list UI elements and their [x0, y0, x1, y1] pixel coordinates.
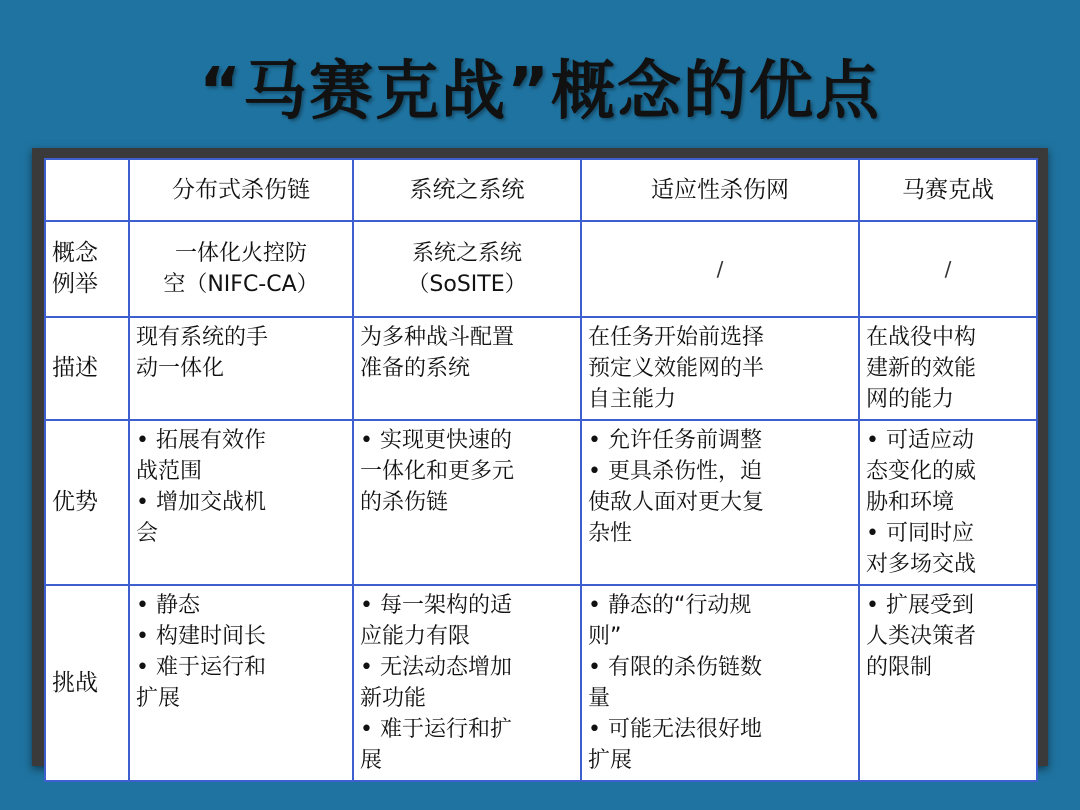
cell-description-4: 在战役中构 建新的效能 网的能力: [859, 317, 1037, 420]
cell-description-3: 在任务开始前选择 预定义效能网的半 自主能力: [581, 317, 859, 420]
row-label-advantages: 优势: [45, 420, 129, 585]
header-corner: [45, 159, 129, 221]
advantages-row: [45, 420, 1037, 585]
cell-examples-3: /: [581, 221, 859, 317]
cell-challenges-4: • 扩展受到 人类决策者 的限制: [859, 585, 1037, 781]
challenges-row: [45, 585, 1037, 781]
description-row: [45, 317, 1037, 420]
examples-row: [45, 221, 1037, 317]
header-mosaic-warfare: 马赛克战: [859, 159, 1037, 221]
header-system-of-systems: 系统之系统: [353, 159, 581, 221]
cell-advantages-4: • 可适应动 态变化的威 胁和环境 • 可同时应 对多场交战: [859, 420, 1037, 585]
cell-advantages-1: • 拓展有效作 战范围 • 增加交战机 会: [129, 420, 353, 585]
header-adaptive-kill-web: 适应性杀伤网: [581, 159, 859, 221]
row-label-examples: 概念 例举: [45, 221, 129, 317]
cell-challenges-1: • 静态 • 构建时间长 • 难于运行和 扩展: [129, 585, 353, 781]
cell-examples-4: /: [859, 221, 1037, 317]
header-row: [45, 159, 1037, 221]
cell-challenges-3: • 静态的“行动规 则” • 有限的杀伤链数 量 • 可能无法很好地 扩展: [581, 585, 859, 781]
cell-challenges-2: • 每一架构的适 应能力有限 • 无法动态增加 新功能 • 难于运行和扩 展: [353, 585, 581, 781]
slide-title: “马赛克战”概念的优点: [198, 55, 882, 129]
row-label-description: 描述: [45, 317, 129, 420]
row-label-challenges: 挑战: [45, 585, 129, 781]
comparison-table: [44, 158, 1038, 782]
header-distributed-kill-chain: 分布式杀伤链: [129, 159, 353, 221]
cell-examples-1: 一体化火控防 空（NIFC-CA）: [129, 221, 353, 317]
cell-advantages-2: • 实现更快速的 一体化和更多元 的杀伤链: [353, 420, 581, 585]
cell-advantages-3: • 允许任务前调整 • 更具杀伤性，迫 使敌人面对更大复 杂性: [581, 420, 859, 585]
cell-description-1: 现有系统的手 动一体化: [129, 317, 353, 420]
cell-description-2: 为多种战斗配置 准备的系统: [353, 317, 581, 420]
cell-examples-2: 系统之系统 （SoSITE）: [353, 221, 581, 317]
table-frame: [32, 148, 1048, 773]
